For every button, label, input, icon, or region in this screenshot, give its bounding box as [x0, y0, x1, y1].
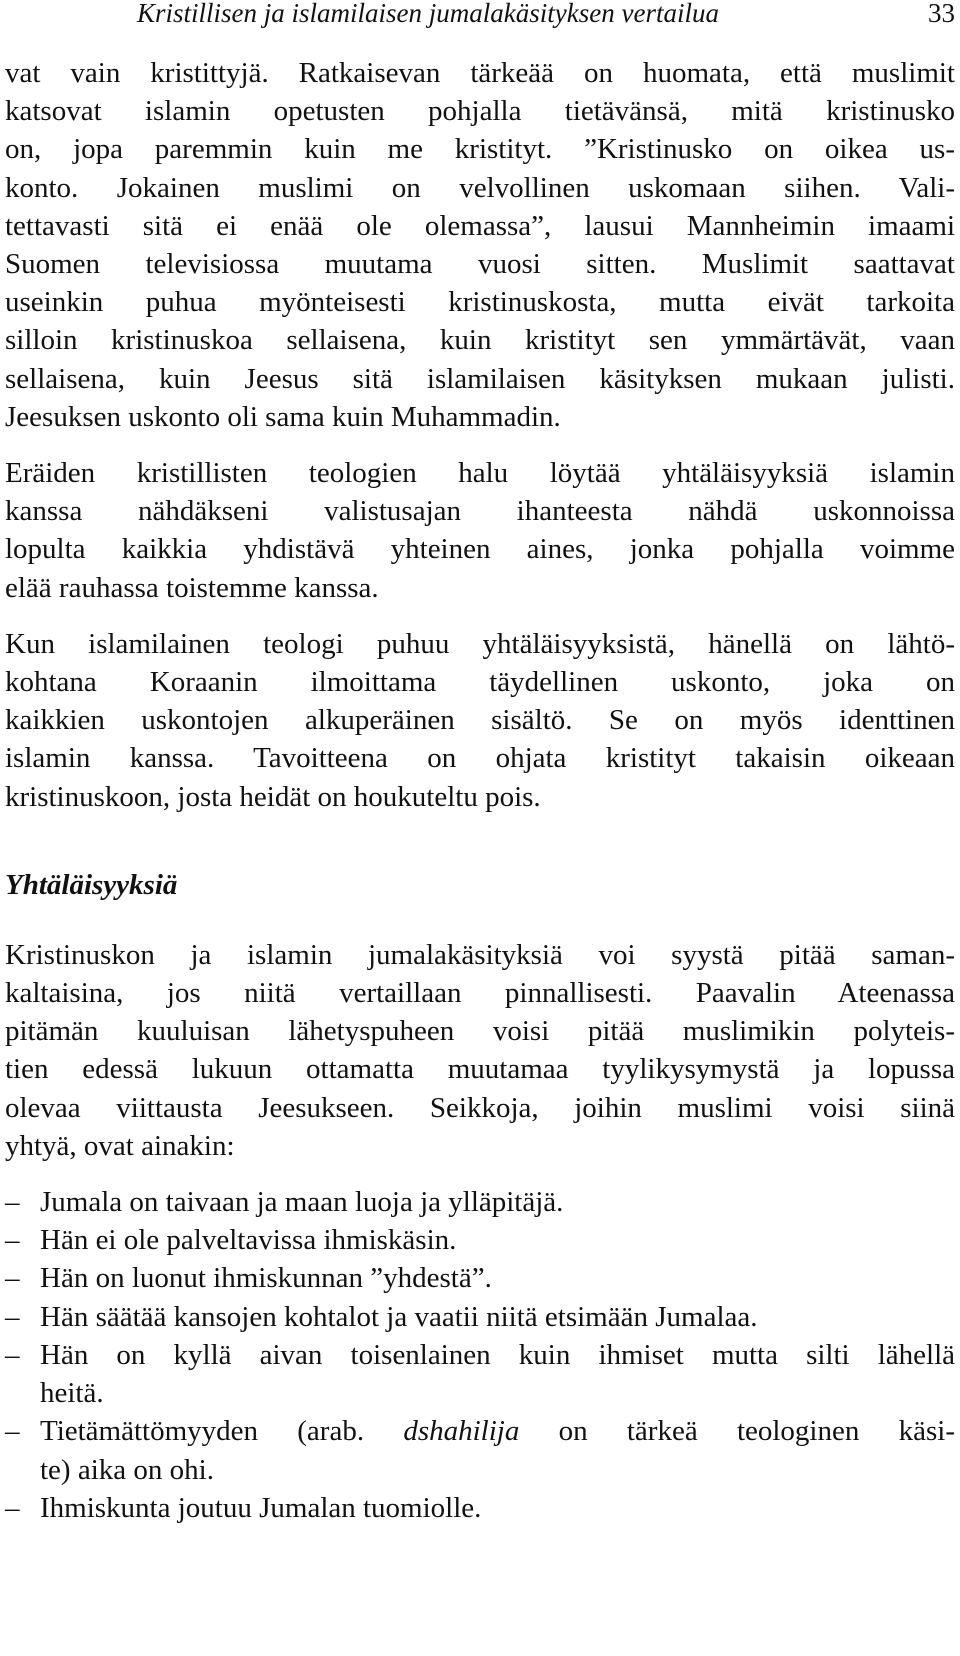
text-line: yhtyä, ovat ainakin:: [5, 1129, 235, 1162]
text-line: olevaa viittausta Jeesukseen. Seikkoja, joihin muslimi voisi siinä: [5, 1091, 955, 1124]
text-line: useinkin puhua myönteisesti kristinuskosta, mutta eivät tarkoita: [5, 286, 955, 319]
text-line: Suomen televisiossa muutama vuosi sitten. Muslimit saattavat: [5, 248, 955, 281]
paragraph-3: [5, 625, 955, 816]
dash-bullet: –: [5, 1338, 20, 1371]
list-item: [5, 1489, 955, 1527]
paragraph-2: [5, 454, 955, 607]
page-number: 33: [928, 0, 955, 28]
list-item-text: Hän on kyllä aivan toisenlainen kuin ihmiset mutta silti lähellä: [40, 1338, 955, 1371]
list-item-text: Hän on luonut ihmiskunnan ”yhdestä”.: [40, 1262, 492, 1295]
list-item: [5, 1259, 955, 1297]
text-line: konto. Jokainen muslimi on velvollinen uskomaan siihen. Vali-: [5, 171, 955, 204]
text-line: elää rauhassa toistemme kanssa.: [5, 571, 379, 604]
text-line: kohtana Koraanin ilmoittama täydellinen uskonto, joka on: [5, 666, 955, 699]
text-line: tettavasti sitä ei enää ole olemassa”, lausui Mannheimin imaami: [5, 209, 955, 242]
list-item-text: heitä.: [40, 1377, 104, 1410]
dash-bullet: –: [5, 1224, 20, 1257]
list-item: [5, 1336, 955, 1412]
text-line: katsovat islamin opetusten pohjalla tietävänsä, mitä kristinusko: [5, 95, 955, 128]
text-line: vat vain kristittyjä. Ratkaisevan tärkeää on huomata, että muslimit: [5, 57, 955, 89]
list-item: [5, 1412, 955, 1488]
section-intro-paragraph: [5, 936, 955, 1165]
list-item-text: Hän ei ole palveltavissa ihmiskäsin.: [40, 1224, 457, 1257]
dash-bullet: –: [5, 1262, 20, 1295]
text-line: kaikkien uskontojen alkuperäinen sisältö. Se on myös identtinen: [5, 704, 955, 737]
text-line: lopulta kaikkia yhdistävä yhteinen aines, jonka pohjalla voimme: [5, 533, 955, 566]
list-item-text: Ihmiskunta joutuu Jumalan tuomiolle.: [40, 1491, 482, 1524]
document-page: [5, 0, 955, 1527]
bullet-list: [5, 1183, 955, 1527]
list-item-text: te) aika on ohi.: [40, 1453, 214, 1486]
running-title: Kristillisen ja islamilaisen jumalakäsityksen vertailua: [137, 0, 719, 28]
text-line: kaltaisina, jos niitä vertaillaan pinnallisesti. Paavalin Ateenassa: [5, 977, 955, 1010]
paragraph-1: [5, 54, 955, 436]
text-line: sellaisena, kuin Jeesus sitä islamilaisen käsityksen mukaan julisti.: [5, 362, 955, 395]
dash-bullet: –: [5, 1415, 20, 1448]
list-item-text-part: Tietämättömyyden (arab.: [40, 1415, 404, 1448]
dash-bullet: –: [5, 1491, 20, 1524]
text-line: pitämän kuuluisan lähetyspuheen voisi pitää muslimikin polyteis-: [5, 1015, 955, 1048]
list-item-text: Hän säätää kansojen kohtalot ja vaatii niitä etsimään Jumalaa.: [40, 1300, 758, 1333]
text-line: tien edessä lukuun ottamatta muutamaa tyylikysymystä ja lopussa: [5, 1053, 955, 1086]
running-header: [5, 0, 955, 42]
text-line: Eräiden kristillisten teologien halu löytää yhtäläisyyksiä islamin: [5, 457, 955, 490]
text-line: kristinuskoon, josta heidät on houkuteltu pois.: [5, 780, 541, 813]
list-item-text-line: [40, 1412, 955, 1450]
list-item: [5, 1183, 955, 1221]
section-heading: Yhtäläisyyksiä: [5, 868, 178, 901]
text-line: Kun islamilainen teologi puhuu yhtäläisyyksistä, hänellä on lähtö-: [5, 627, 955, 660]
list-item: [5, 1221, 955, 1259]
list-item-text-part: on tärkeä teologinen käsi-: [519, 1415, 955, 1448]
list-item-text: Jumala on taivaan ja maan luoja ja ylläpitäjä.: [40, 1186, 564, 1219]
text-line: Kristinuskon ja islamin jumalakäsityksiä voi syystä pitää saman-: [5, 938, 955, 971]
text-line: on, jopa paremmin kuin me kristityt. ”Kristinusko on oikea us-: [5, 133, 955, 166]
dash-bullet: –: [5, 1186, 20, 1219]
text-line: kanssa nähdäkseni valistusajan ihanteesta nähdä uskonnoissa: [5, 495, 955, 528]
dash-bullet: –: [5, 1300, 20, 1333]
italic-term: dshahilija: [403, 1415, 520, 1448]
text-line: silloin kristinuskoa sellaisena, kuin kristityt sen ymmärtävät, vaan: [5, 324, 955, 357]
text-line: Jeesuksen uskonto oli sama kuin Muhammadin.: [5, 400, 561, 433]
list-item: [5, 1298, 955, 1336]
text-line: islamin kanssa. Tavoitteena on ohjata kristityt takaisin oikeaan: [5, 742, 955, 775]
